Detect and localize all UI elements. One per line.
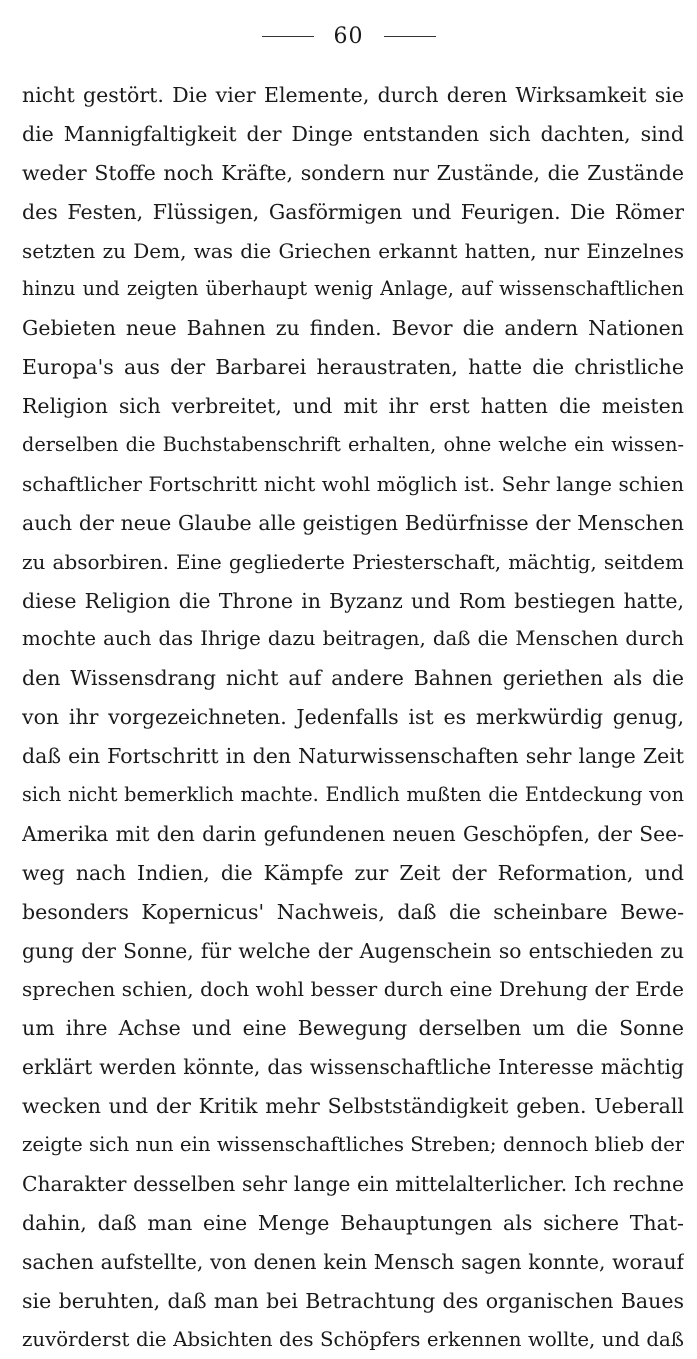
text-line: zu absorbiren. Eine gegliederte Priesterschaft, mächtig, seitdem — [22, 543, 684, 582]
text-line: Europa's aus der Barbarei heraustraten, hatte die christliche — [22, 348, 684, 387]
text-line: erklärt werden könnte, das wissenschaftliche Interesse mächtig — [22, 1048, 684, 1087]
text-line: die Mannigfaltigkeit der Dinge entstanden sich dachten, sind — [22, 115, 684, 154]
text-line: hinzu und zeigten überhaupt wenig Anlage, auf wissenschaftlichen — [22, 270, 684, 309]
text-line: sprechen schien, doch wohl besser durch eine Drehung der Erde — [22, 970, 684, 1009]
text-line: auch der neue Glaube alle geistigen Bedürfnisse der Menschen — [22, 504, 684, 543]
text-line: Amerika mit den darin gefundenen neuen Geschöpfen, der See- — [22, 815, 684, 854]
text-line: weg nach Indien, die Kämpfe zur Zeit der Reformation, und — [22, 854, 684, 893]
text-line: zuvörderst die Absichten des Schöpfers erkennen wollte, und daß — [22, 1321, 684, 1359]
text-line: sich nicht bemerklich machte. Endlich mußten die Entdeckung von — [22, 776, 684, 815]
text-line: weder Stoffe noch Kräfte, sondern nur Zustände, die Zustände — [22, 154, 684, 193]
text-line: derselben die Buchstabenschrift erhalten, ohne welche ein wissen- — [22, 426, 684, 465]
text-line: besonders Kopernicus' Nachweis, daß die scheinbare Bewe- — [22, 893, 684, 932]
text-line: zeigte sich nun ein wissenschaftliches Streben; dennoch blieb der — [22, 1126, 684, 1165]
text-line: diese Religion die Throne in Byzanz und Rom bestiegen hatte, — [22, 582, 684, 621]
text-line: setzten zu Dem, was die Griechen erkannt hatten, nur Einzelnes — [22, 232, 684, 271]
text-line: Religion sich verbreitet, und mit ihr erst hatten die meisten — [22, 387, 684, 426]
text-line: daß ein Fortschritt in den Naturwissenschaften sehr lange Zeit — [22, 737, 684, 776]
text-line: schaftlicher Fortschritt nicht wohl möglich ist. Sehr lange schien — [22, 465, 684, 504]
text-line: um ihre Achse und eine Bewegung derselben um die Sonne — [22, 1009, 684, 1048]
text-line: mochte auch das Ihrige dazu beitragen, daß die Menschen durch — [22, 620, 684, 659]
body-text — [22, 76, 684, 1359]
text-line: Gebieten neue Bahnen zu finden. Bevor die andern Nationen — [22, 309, 684, 348]
page-number: 60 — [334, 24, 364, 49]
text-line: des Festen, Flüssigen, Gasförmigen und Feurigen. Die Römer — [22, 193, 684, 232]
text-line: sie beruhten, daß man bei Betrachtung des organischen Baues — [22, 1282, 684, 1321]
text-line: gung der Sonne, für welche der Augenschein so entschieden zu — [22, 932, 684, 971]
text-line: Charakter desselben sehr lange ein mittelalterlicher. Ich rechne — [22, 1165, 684, 1204]
header-rule-right — [384, 36, 436, 37]
text-line: den Wissensdrang nicht auf andere Bahnen geriethen als die — [22, 659, 684, 698]
text-line: sachen aufstellte, von denen kein Mensch sagen konnte, worauf — [22, 1243, 684, 1282]
text-line: von ihr vorgezeichneten. Jedenfalls ist es merkwürdig genug, — [22, 698, 684, 737]
page-header — [0, 18, 697, 54]
text-line: nicht gestört. Die vier Elemente, durch deren Wirksamkeit sie — [22, 76, 684, 115]
header-rule-left — [262, 36, 314, 37]
text-line: wecken und der Kritik mehr Selbstständigkeit geben. Ueberall — [22, 1087, 684, 1126]
text-line: dahin, daß man eine Menge Behauptungen als sichere That- — [22, 1204, 684, 1243]
